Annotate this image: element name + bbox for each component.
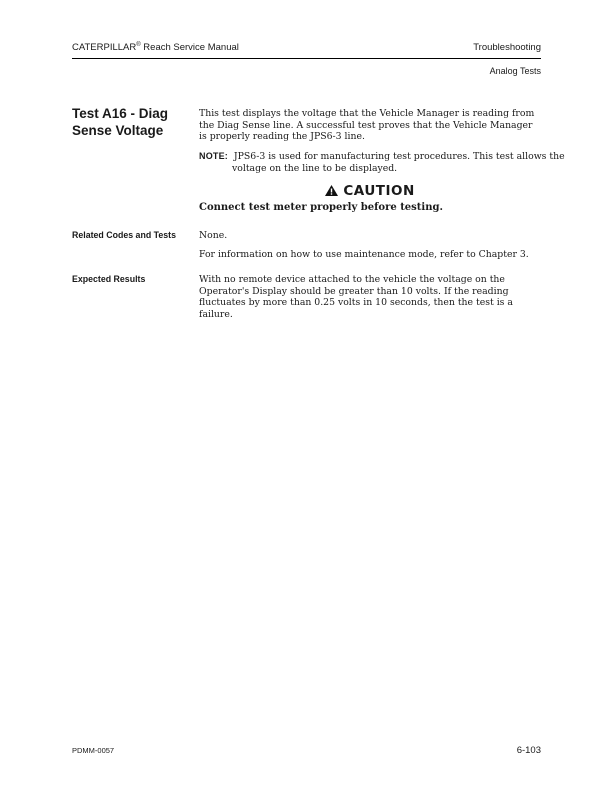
note-text: JPS6-3 is used for manufacturing test procedures. This test allows the voltage on the line to be displayed. (232, 151, 565, 174)
expected-results-text: With no remote device attached to the vehicle the voltage on the Operator's Display should be greater than 10 volts. If the reading fluctuates by more than 0.25 volts in 10 seconds, then the test is a failure. (199, 274, 513, 320)
footer-page-number: 6-103 (516, 745, 541, 756)
caution-message: Connect test meter properly before testing. (199, 202, 443, 213)
header-section: Troubleshooting (473, 42, 541, 53)
maintenance-mode-info: For information on how to use maintenance mode, refer to Chapter 3. (199, 249, 529, 260)
header-divider (72, 58, 541, 59)
registered-mark: ® (136, 42, 141, 48)
section-title: Test A16 - Diag Sense Voltage (72, 106, 169, 138)
manual-name: Reach Service Manual (140, 42, 239, 54)
caution-heading (199, 183, 541, 199)
related-codes-label: Related Codes and Tests (72, 230, 176, 240)
intro-paragraph: This test displays the voltage that the Vehicle Manager is reading from the Diag Sense line. A successful test proves that the Vehicle Manager is properly reading the JPS6-3 line. (199, 108, 535, 143)
caution-title: CAUTION (343, 183, 415, 199)
header-manual-title (72, 42, 239, 53)
warning-triangle-icon (325, 185, 338, 196)
header-subsection: Analog Tests (489, 66, 541, 76)
note-label: NOTE: (199, 151, 228, 161)
brand-name: CATERPILLAR (72, 42, 137, 54)
expected-results-label: Expected Results (72, 274, 146, 284)
related-codes-value: None. (199, 230, 228, 241)
footer-doc-number: PDMM-0057 (72, 746, 115, 755)
note-block (199, 151, 574, 174)
